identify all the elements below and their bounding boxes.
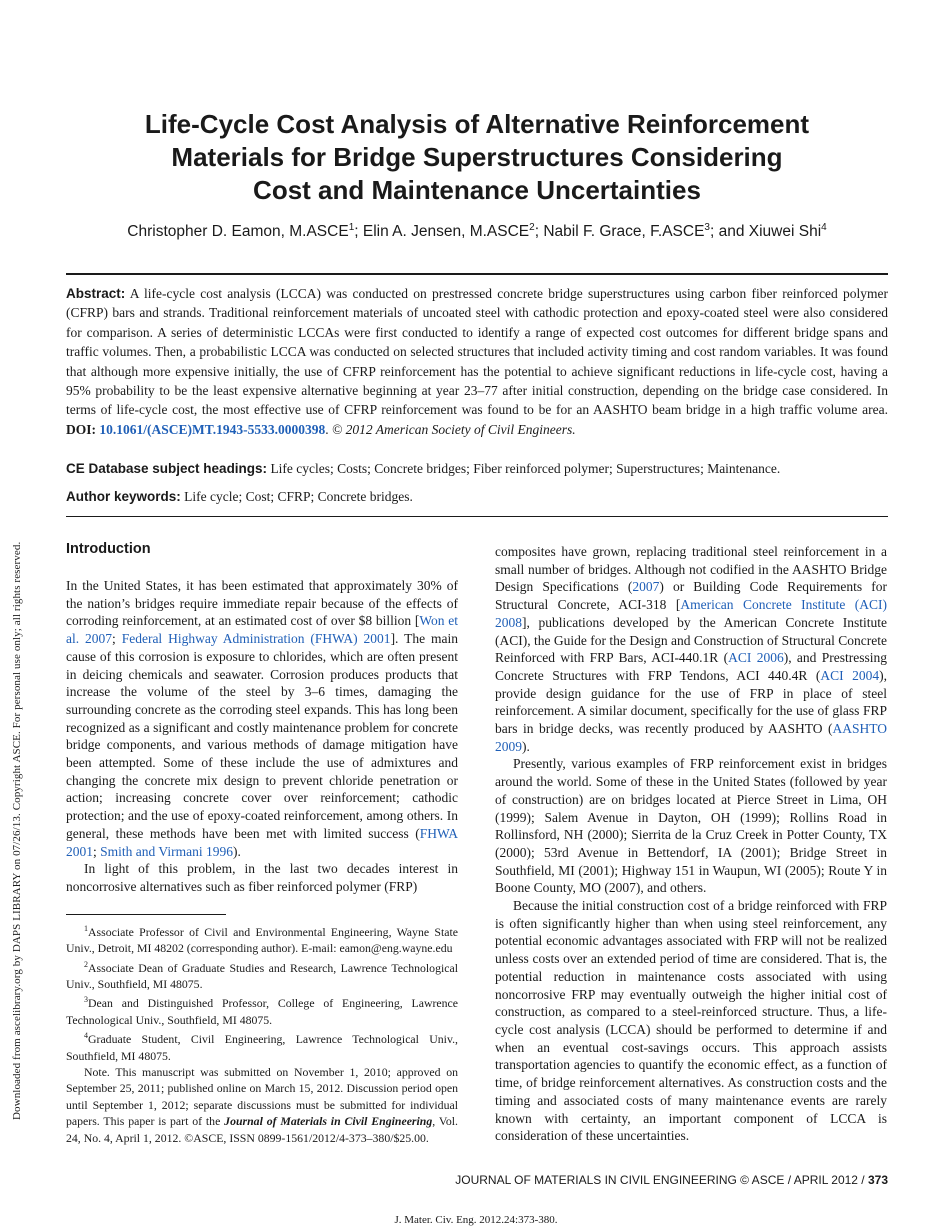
affiliation-marker[interactable]: 3 — [704, 222, 710, 233]
abstract-text: A life-cycle cost analysis (LCCA) was conducted on prestressed concrete bridge superstructures using carbon fiber reinforced polymer (CFRP) bars and strands. Traditional reinforcement materials of uncoated steel with cathodic protection and epoxy-coated steel were also considered for comparison. A series of deterministic LCCAs were first conducted to identify a range of expected cost outcomes for different bridge spans and traffic volumes. Then, a probabilistic LCCA was conducted on selected structures that included activity timing and cost random variables. It was found that although more expensive initially, the use of CFRP reinforcement has the potential to achieve significant reductions in life-cycle cost, having a 95% probability to be the least expensive alternative beginning at year 23–77 after initial construction, depending on the bridge case considered. In terms of life-cycle cost, the most effective use of CFRP reinforcement was found to be for an AASHTO beam bridge in a high traffic volume area. — [66, 286, 888, 418]
page-number: 373 — [867, 1173, 888, 1187]
subject-headings-text: Life cycles; Costs; Concrete bridges; Fiber reinforced polymer; Superstructures; Maintenance. — [267, 461, 781, 476]
citation-link[interactable]: FHWA 2001 — [66, 825, 458, 859]
author-keywords-label: Author keywords: — [66, 489, 181, 504]
paragraph-text: ; — [112, 631, 122, 647]
abstract — [66, 284, 888, 439]
footnote — [66, 1028, 458, 1064]
footnote — [66, 957, 458, 993]
doi-label: DOI: — [66, 421, 96, 437]
footnote-text: , Vol. 24, No. 4, April 1, 2012. ©ASCE, ISSN 0899-1561/2012/4-373–380/$25.00. — [66, 1114, 458, 1145]
paragraph-text: ; — [93, 843, 101, 859]
author-keywords — [66, 489, 888, 505]
author-name: Xiuwei Shi — [748, 223, 822, 241]
journal-footer-text: JOURNAL OF MATERIALS IN CIVIL ENGINEERING © ASCE / APRIL 2012 / — [455, 1173, 868, 1187]
journal-name: Journal of Materials in Civil Engineering — [224, 1114, 433, 1129]
citation-link[interactable]: 2007 — [632, 579, 660, 595]
footnote-marker: 3 — [84, 995, 88, 1005]
citation-link[interactable]: ACI 2004 — [820, 667, 880, 683]
footnote-text: Associate Dean of Graduate Studies and Research, Lawrence Technological Univ., Southfield, MI 48075. — [66, 960, 458, 992]
paragraph-text: ). — [522, 738, 530, 754]
subject-headings-label: CE Database subject headings: — [66, 461, 268, 476]
doi-link[interactable]: 10.1061/(ASCE)MT.1943-5533.0000398 — [99, 421, 326, 437]
footnote-marker: 1 — [84, 924, 88, 933]
download-notice: Downloaded from ascelibrary.org by DAPS LIBRARY on 07/26/13. Copyright ASCE. For personal use only; all rights reserved. — [11, 541, 23, 1120]
author-name: Elin A. Jensen, M.ASCE — [362, 223, 530, 241]
manuscript-note — [66, 1064, 458, 1146]
author-separator: ; — [534, 223, 544, 241]
title-line: Life-Cycle Cost Analysis of Alternative Reinforcement — [144, 109, 810, 139]
paper-title — [60, 108, 894, 207]
author-list — [60, 222, 894, 241]
paragraph-text: ). — [232, 843, 241, 859]
paragraph-text: ]. The main cause of this corrosion is exposure to chlorides, which are often present in deicing chemicals and seawater. Corrosion produces products that increase the volume of the steel by 3–6 times, damaging the surrounding concrete as the corroding steel expands. This has long been recognized as a significant and costly maintenance problem for concrete bridge components, and various methods of damage mitigation have been attempted. Some of these include the use of admixtures and changing the concrete mix design to prevent chloride penetration or action; increasing concrete cover over reinforcement; cathodic protection; and the use of epoxy-coated reinforcement, among others. In general, these methods have been met with limited success ( — [66, 631, 458, 841]
doi-trailing: . — [325, 421, 332, 437]
abstract-label: Abstract: — [66, 286, 126, 301]
paragraph-text: In the United States, it has been estimated that approximately 30% of the nation’s bridges require immediate repair because of the effects of corroding reinforcement, at an estimated cost of over $8 billion [ — [66, 578, 458, 629]
right-column — [495, 543, 887, 1145]
copyright-notice: © 2012 American Society of Civil Engineers. — [332, 421, 576, 437]
title-line: Cost and Maintenance Uncertainties — [253, 175, 701, 205]
paragraph-text: ) or Building Code Requirements for Structural Concrete, ACI-318 [ — [495, 579, 887, 613]
citation-link[interactable]: AASHTO 2009 — [495, 721, 887, 754]
paragraph: Presently, various examples of FRP reinforcement exist in bridges around the world. Some of these in the United States (followed by year of construction) are on bridges located at Pierce Street in Lima, OH (1999); Salem Avenue in Dayton, OH (1999); Rollins Road in Rollinsford, NH (2000); Sierrita de la Cruz Creek in Potter County, TX (2000); 53rd Avenue in Bettendorf, IA (2001); Bridge Street in Southfield, MI (2001); Highway 151 in Waupun, WI (2005); Route Y in Boone County, MO (2007), and others. — [495, 756, 887, 896]
subject-headings — [66, 461, 888, 477]
footnote — [66, 992, 458, 1028]
author-name: Christopher D. Eamon, M.ASCE — [127, 223, 349, 241]
affiliation-marker[interactable]: 1 — [348, 222, 355, 233]
left-column — [66, 577, 458, 896]
paragraph — [495, 543, 887, 755]
running-footer — [400, 1173, 888, 1187]
title-line: Materials for Bridge Superstructures Considering — [171, 142, 783, 172]
footnote-marker: 2 — [84, 959, 88, 969]
footnote-text: Graduate Student, Civil Engineering, Lawrence Technological Univ., Southfield, MI 48075. — [66, 1032, 458, 1063]
author-name: Nabil F. Grace, F.ASCE — [543, 223, 705, 241]
affiliation-marker[interactable]: 4 — [821, 222, 827, 233]
footnote-text: Associate Professor of Civil and Environmental Engineering, Wayne State Univ., Detroit, MI 48202 (corresponding author). E-mail: eamon@eng.wayne.edu — [66, 924, 458, 956]
footnote-marker: 4 — [84, 1031, 88, 1041]
paragraph-text: ], publications developed by the American Concrete Institute (ACI), the Guide for the Design and Construction of Structural Concrete Reinforced with FRP Bars, ACI-440.1R ( — [495, 614, 887, 666]
author-separator: ; — [354, 223, 363, 241]
author-keywords-text: Life cycle; Cost; CFRP; Concrete bridges. — [180, 489, 413, 504]
section-heading: Introduction — [66, 541, 151, 557]
paragraph-text: composites have grown, replacing traditional steel reinforcement in a small number of bridges. Although not codified in the AASHTO Bridge Design Specifications ( — [495, 544, 887, 595]
paragraph-text: ), and Prestressing Concrete Structures with FRP Tendons, ACI 440.4R ( — [495, 650, 888, 683]
header-rule — [66, 273, 888, 275]
author-separator: ; and — [709, 223, 749, 241]
footnote — [66, 921, 458, 957]
citation-link[interactable]: Won et al. 2007 — [66, 613, 458, 647]
paragraph — [66, 577, 458, 860]
citation-link[interactable]: ACI 2006 — [728, 650, 784, 666]
footnote-text: Dean and Distinguished Professor, College of Engineering, Lawrence Technological Univ., Southfield, MI 48075. — [66, 996, 458, 1027]
footnote-rule — [66, 914, 226, 915]
affiliation-marker[interactable]: 2 — [529, 222, 535, 233]
footnote-text: Note. This manuscript was submitted on November 1, 2010; approved on September 25, 2011; published online on March 15, 2012. Discussion period open until September 1, 2012; separate discussions must be submitted for individual papers. This paper is part of the — [66, 1064, 458, 1129]
citation-link[interactable]: Federal Highway Administration (FHWA) 2001 — [121, 631, 391, 647]
footnotes — [66, 921, 458, 1146]
citation-footer: J. Mater. Civ. Eng. 2012.24:373-380. — [394, 1214, 558, 1226]
section-rule — [66, 516, 888, 517]
citation-link[interactable]: Smith and Virmani 1996 — [100, 843, 233, 859]
citation-link[interactable]: American Concrete Institute (ACI) 2008 — [495, 597, 887, 630]
paragraph-text: ), provide design guidance for the use of FRP in place of steel reinforcement. A similar document, specifically for the use of glass FRP bars in bridge decks, was recently produced by AASHTO ( — [495, 667, 888, 737]
paragraph: Because the initial construction cost of a bridge reinforced with FRP is often significantly higher than when using steel reinforcement, any potential economic advantages associated with FRP will not be realized unless costs over an extended period of time are considered. That is, the potential reduction in maintenance costs associated with using noncorrosive FRP may eventually outweigh the higher initial cost of construction, as compared to a steel-reinforced structure. Thus, a life-cycle cost analysis (LCCA) should be performed to determine if and when an eventual cost-savings occurs. This approach assists transportation agencies to quantify the economic effect, as a function of time, of bridge reinforcement alternatives. As construction costs and the timing and associated costs of many maintenance events are rarely known with certainty, an important component of LCCA is consideration of these uncertainties. — [495, 898, 887, 1144]
paragraph: In light of this problem, in the last two decades interest in noncorrosive alternatives such as fiber reinforced polymer (FRP) — [66, 861, 458, 894]
